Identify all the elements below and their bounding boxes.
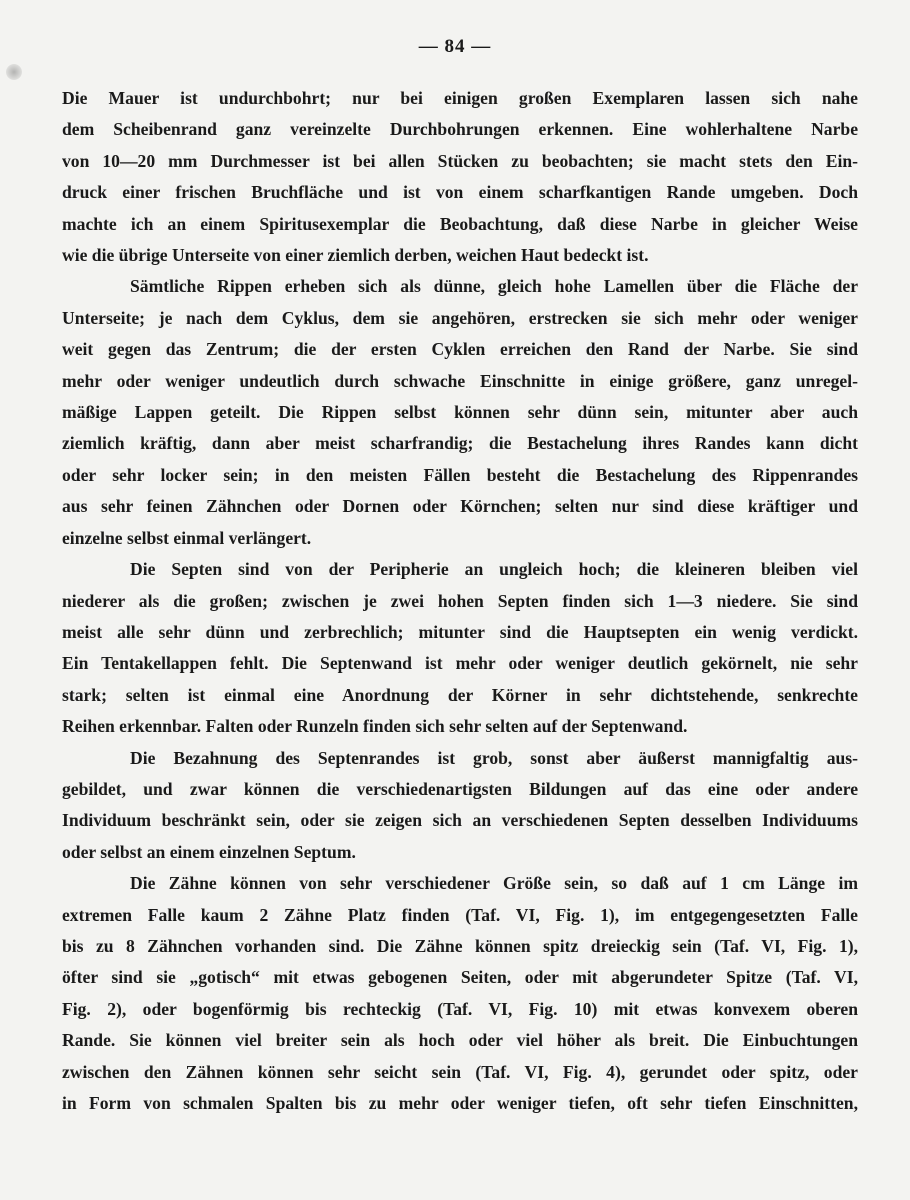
- page-number: — 84 —: [418, 36, 492, 57]
- text-line: Die Zähne können von sehr verschiedener Größe sein, so daß auf 1 cm Länge im: [130, 873, 858, 894]
- text-line: Unterseite; je nach dem Cyklus, dem sie angehören, erstrecken sie sich mehr oder weniger: [62, 307, 858, 328]
- text-line: gebildet, und zwar können die verschiedenartigsten Bildungen auf das eine oder andere: [62, 778, 858, 799]
- paragraph-2: [62, 271, 858, 554]
- text-line: Die Mauer ist undurchbohrt; nur bei einigen großen Exemplaren lassen sich nahe: [62, 88, 858, 108]
- text-line: Rande. Sie können viel breiter sein als hoch oder viel höher als breit. Die Einbuchtungen: [62, 1030, 858, 1051]
- text-line: mehr oder weniger undeutlich durch schwache Einschnitte in einige größere, ganz unregel-: [62, 370, 858, 391]
- text-line: Die Septen sind von der Peripherie an ungleich hoch; die kleineren bleiben viel: [130, 559, 858, 580]
- text-line: Ein Tentakellappen fehlt. Die Septenwand ist mehr oder weniger deutlich gekörnelt, nie sehr: [62, 653, 858, 674]
- paragraph-1: [62, 83, 858, 271]
- text-line: Individuum beschränkt sein, oder sie zeigen sich an verschiedenen Septen desselben Individuums: [62, 810, 858, 831]
- paragraph-5: [62, 868, 858, 1119]
- text-line: oder selbst an einem einzelnen Septum.: [62, 841, 356, 862]
- ink-stain: [6, 64, 22, 80]
- text-line: niederer als die großen; zwischen je zwei hohen Septen finden sich 1—3 niedere. Sie sind: [62, 590, 858, 611]
- text-line: Reihen erkennbar. Falten oder Runzeln finden sich sehr selten auf der Septenwand.: [62, 716, 688, 737]
- text-line: Die Bezahnung des Septenrandes ist grob, sonst aber äußerst mannigfaltig aus-: [130, 747, 858, 768]
- text-line: öfter sind sie „gotisch“ mit etwas gebogenen Seiten, oder mit abgerundeter Spitze (Taf. VI,: [62, 967, 858, 988]
- text-line: weit gegen das Zentrum; die der ersten Cyklen erreichen den Rand der Narbe. Sie sind: [62, 339, 858, 360]
- text-line: ziemlich kräftig, dann aber meist scharfrandig; die Bestachelung ihres Randes kann dicht: [62, 433, 858, 454]
- text-line: wie die übrige Unterseite von einer ziemlich derben, weichen Haut bedeckt ist.: [62, 245, 649, 266]
- text-line: oder sehr locker sein; in den meisten Fällen besteht die Bestachelung des Rippenrandes: [62, 464, 858, 485]
- text-line: mäßige Lappen geteilt. Die Rippen selbst können sehr dünn sein, mitunter aber auch: [62, 402, 858, 423]
- text-line: bis zu 8 Zähnchen vorhanden sind. Die Zähne können spitz dreieckig sein (Taf. VI, Fig. 1),: [62, 935, 858, 956]
- text-line: dem Scheibenrand ganz vereinzelte Durchbohrungen erkennen. Eine wohlerhaltene Narbe: [62, 119, 858, 140]
- text-line: stark; selten ist einmal eine Anordnung der Körner in sehr dichtstehende, senkrechte: [62, 684, 858, 705]
- body-text: [62, 83, 858, 1119]
- text-line: machte ich an einem Spiritusexemplar die Beobachtung, daß diese Narbe in gleicher Weise: [62, 213, 858, 234]
- text-line: zwischen den Zähnen können sehr seicht sein (Taf. VI, Fig. 4), gerundet oder spitz, oder: [62, 1061, 858, 1082]
- paragraph-3: [62, 554, 858, 742]
- text-line: extremen Falle kaum 2 Zähne Platz finden (Taf. VI, Fig. 1), im entgegengesetzten Falle: [62, 904, 858, 925]
- text-line: Fig. 2), oder bogenförmig bis rechteckig (Taf. VI, Fig. 10) mit etwas konvexem oberen: [62, 998, 858, 1019]
- text-line: von 10—20 mm Durchmesser ist bei allen Stücken zu beobachten; sie macht stets den Ein-: [62, 150, 858, 171]
- text-line: druck einer frischen Bruchfläche und ist von einem scharfkantigen Rande umgeben. Doch: [62, 182, 858, 203]
- text-line: meist alle sehr dünn und zerbrechlich; mitunter sind die Hauptsepten ein wenig verdickt.: [62, 621, 858, 642]
- text-line: einzelne selbst einmal verlängert.: [62, 527, 312, 548]
- paragraph-4: [62, 743, 858, 869]
- text-line: aus sehr feinen Zähnchen oder Dornen oder Körnchen; selten nur sind diese kräftiger und: [62, 496, 858, 517]
- text-line: in Form von schmalen Spalten bis zu mehr oder weniger tiefen, oft sehr tiefen Einschnitten,: [62, 1093, 858, 1113]
- text-line: Sämtliche Rippen erheben sich als dünne, gleich hohe Lamellen über die Fläche der: [130, 276, 858, 297]
